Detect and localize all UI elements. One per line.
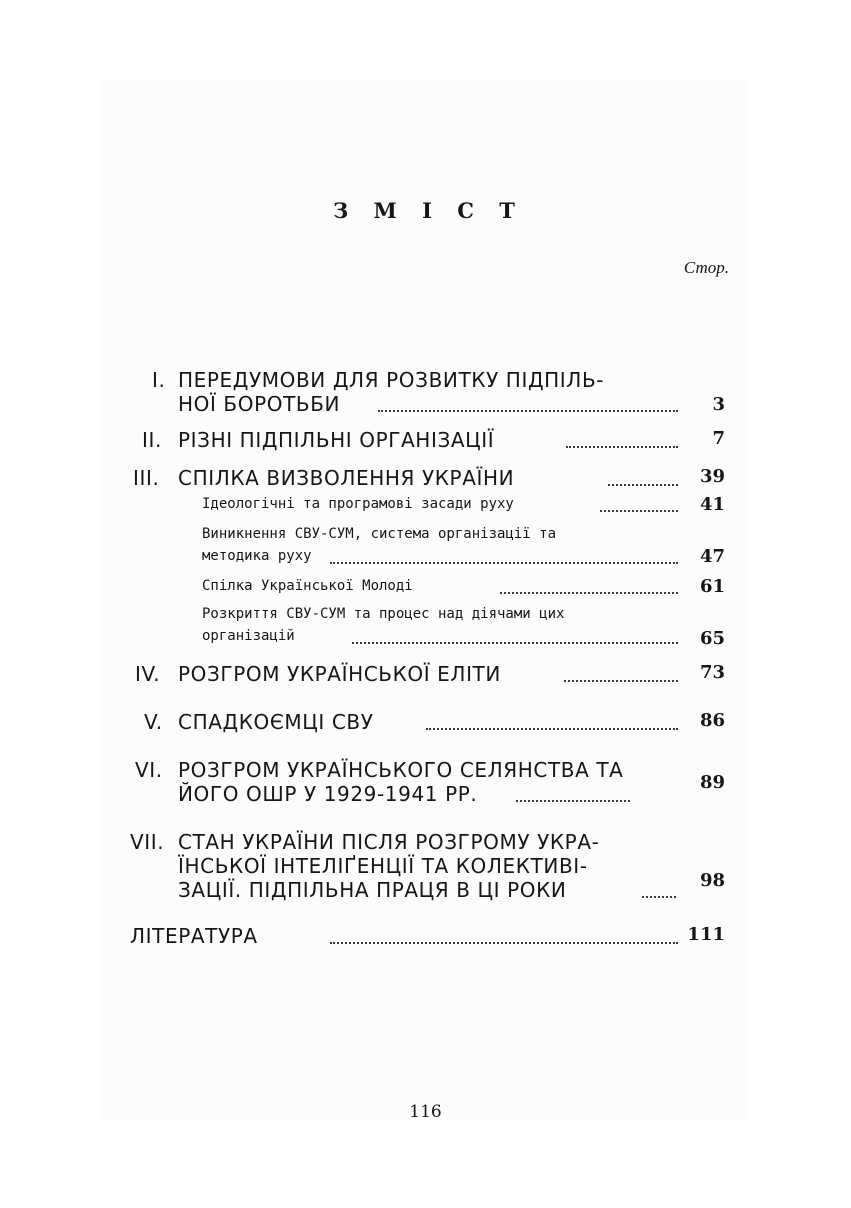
page-ref: 47 [699,546,725,567]
page-ref: 61 [699,576,725,597]
chapter-title-line-2: ЇНСЬКОЇ ІНТЕЛІҐЕНЦІЇ ТА КОЛЕКТИВІ- [178,854,588,878]
page-ref: 39 [699,466,725,487]
page-ref: 73 [699,662,725,683]
leader-dots [378,408,678,412]
subentry-title-line-1: Розкриття СВУ-СУМ та процес над діячами цих [202,606,565,622]
page-ref: 111 [687,924,725,945]
chapter-numeral: VI. [135,758,163,782]
chapter-title-line-1: РІЗНІ ПІДПІЛЬНІ ОРГАНІЗАЦІЇ [178,428,495,452]
page-ref: 3 [712,394,725,415]
leader-dots [352,640,678,644]
chapter-numeral: V. [144,710,163,734]
page-ref: 86 [699,710,725,731]
chapter-title-line-3: ЗАЦІЇ. ПІДПІЛЬНА ПРАЦЯ В ЦІ РОКИ [178,878,567,902]
subentry-title-line-1: Ідеологічні та програмові засади руху [202,496,514,512]
chapter-title-line-1: ПЕРЕДУМОВИ ДЛЯ РОЗВИТКУ ПІДПІЛЬ- [178,368,605,392]
page-title: З М І С Т [333,198,524,223]
chapter-title-line-2: НОЇ БОРОТЬБИ [178,392,341,416]
leader-dots [642,894,676,898]
leader-dots [564,678,678,682]
page-ref: 89 [699,772,725,793]
chapter-numeral: II. [142,428,162,452]
page-number: 116 [409,1102,442,1122]
subentry-title-line-1: Виникнення СВУ-СУМ, система організації та [202,526,557,542]
scanned-page-area [100,80,748,1120]
page-ref: 98 [699,870,725,891]
chapter-title-line-1: СПІЛКА ВИЗВОЛЕННЯ УКРАЇНИ [178,466,515,490]
chapter-title-line-2: ЙОГО ОШР У 1929-1941 РР. [178,782,478,806]
page-ref: 41 [699,494,725,515]
leader-dots [330,940,678,944]
leader-dots [330,560,678,564]
chapter-numeral: I. [152,368,166,392]
page-column-label: Стор. [683,258,729,277]
leader-dots [426,726,678,730]
leader-dots [500,590,678,594]
chapter-title-line-1: СПАДКОЄМЦІ СВУ [178,710,374,734]
chapter-title-line-1: СТАН УКРАЇНИ ПІСЛЯ РОЗГРОМУ УКРА- [178,830,600,854]
chapter-title-line-1: РОЗГРОМ УКРАЇНСЬКОЇ ЕЛІТИ [178,662,501,686]
chapter-numeral: III. [133,466,160,490]
page-ref: 7 [712,428,725,449]
subentry-title-line-2: організацій [202,628,295,644]
subentry-title-line-2: методика руху [202,548,312,564]
chapter-numeral: IV. [135,662,161,686]
chapter-title-line-1: РОЗГРОМ УКРАЇНСЬКОГО СЕЛЯНСТВА ТА [178,758,624,782]
subentry-title-line-1: Спілка Української Молоді [202,578,413,594]
leader-dots [566,444,678,448]
leader-dots [516,798,630,802]
chapter-numeral: VII. [130,830,165,854]
literature-title: ЛІТЕРАТУРА [130,924,258,948]
page-ref: 65 [699,628,725,649]
